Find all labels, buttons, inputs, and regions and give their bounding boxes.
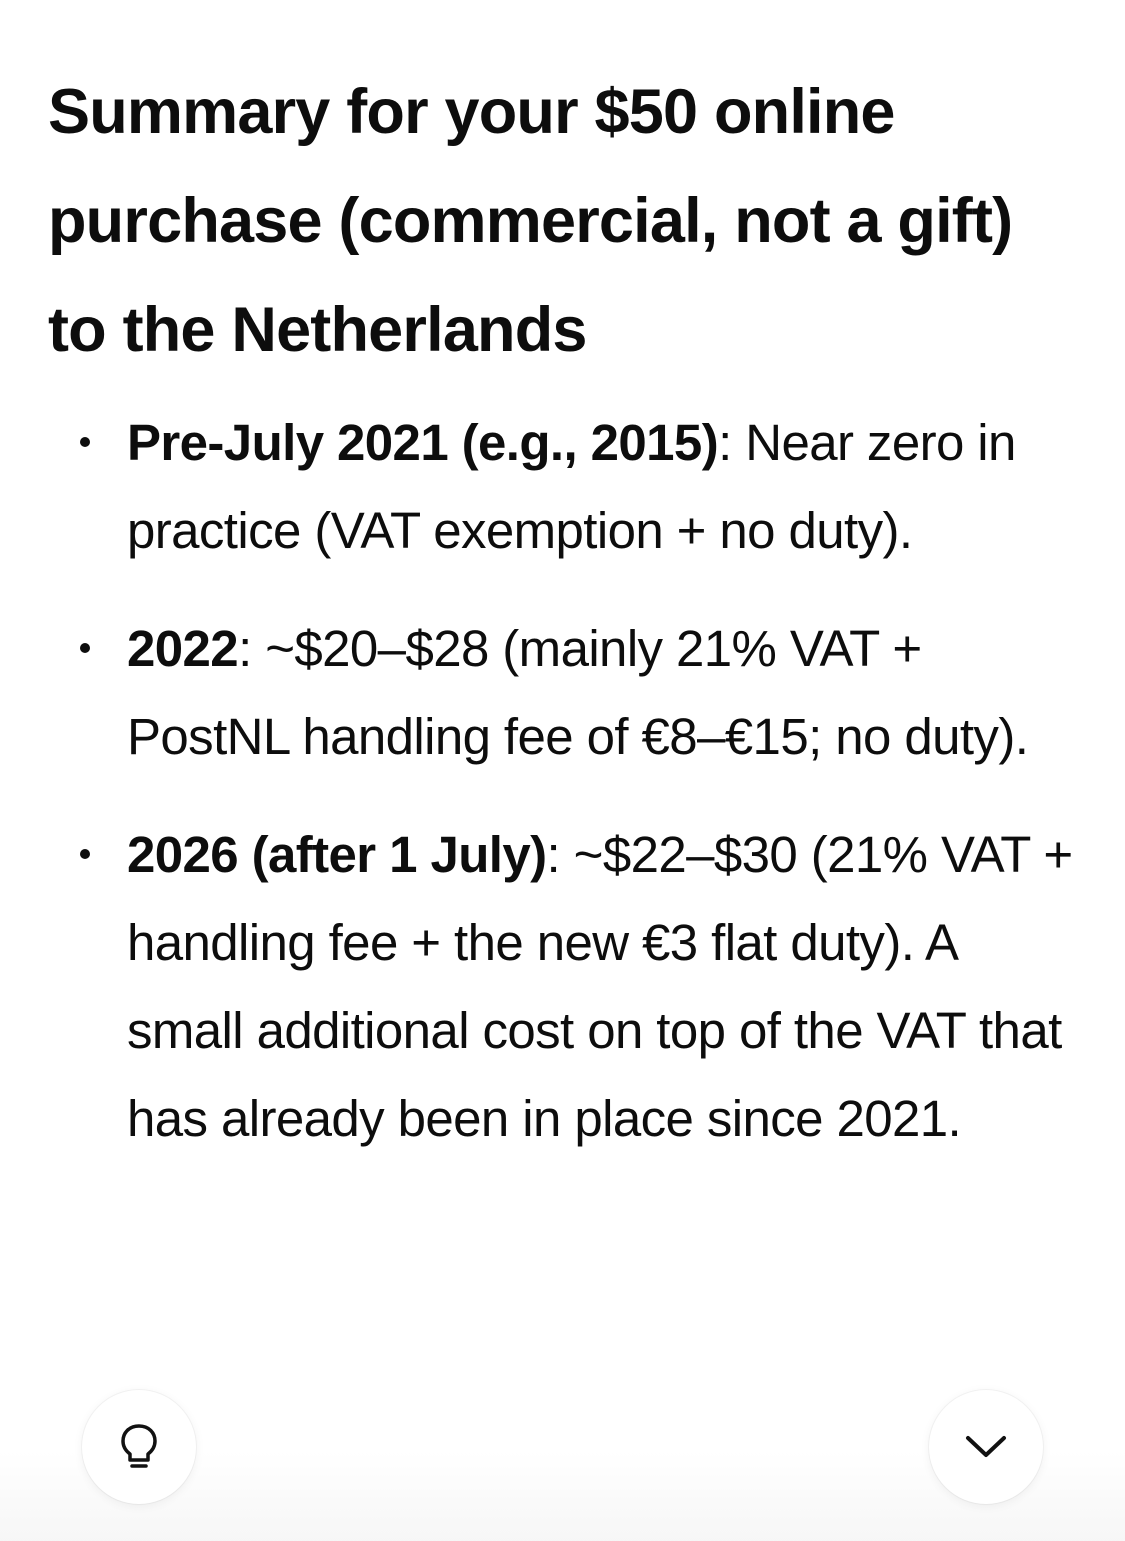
- list-item-text: : ~$20–$28 (mainly 21% VAT + PostNL handling fee of €8–€15; no duty).: [127, 620, 1029, 765]
- lightbulb-icon: [117, 1422, 161, 1472]
- list-item: [48, 605, 1078, 781]
- bullet-dot: [80, 643, 90, 653]
- list-item-bold: 2026 (after 1 July): [127, 826, 547, 883]
- list-item-text: : Near zero in practice (VAT exemption + no duty).: [127, 414, 1016, 559]
- list-item-bold: Pre-July 2021 (e.g., 2015): [127, 414, 719, 471]
- list-item-text: : ~$22–$30 (21% VAT + handling fee + the new €3 flat duty). A small additional cost on top of the VAT that has already been in place since 2021.: [127, 826, 1073, 1147]
- summary-heading: Summary for your $50 online purchase (commercial, not a gift) to the Netherlands: [48, 77, 1013, 365]
- lightbulb-button[interactable]: [82, 1390, 196, 1504]
- bullet-dot: [80, 437, 90, 447]
- list-item-bold: 2022: [127, 620, 239, 677]
- message-content: [48, 58, 1078, 1193]
- list-item: [48, 399, 1078, 575]
- list-item: [48, 811, 1078, 1163]
- scroll-down-button[interactable]: [929, 1390, 1043, 1504]
- summary-list: [48, 399, 1078, 1163]
- chevron-down-icon: [964, 1433, 1008, 1461]
- bullet-dot: [80, 849, 90, 859]
